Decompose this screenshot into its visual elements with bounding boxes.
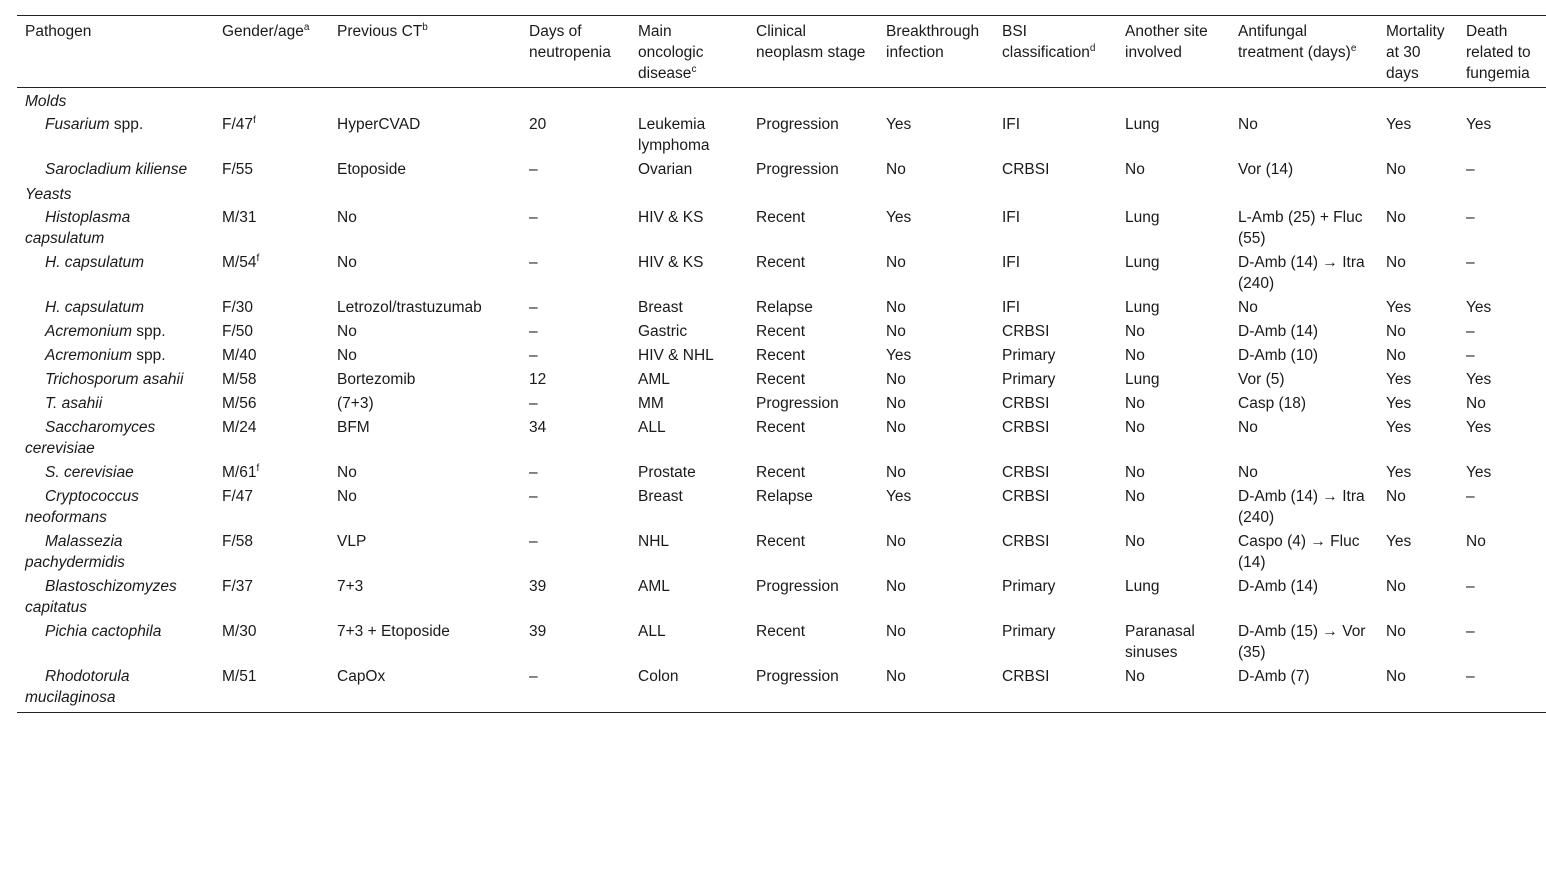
pathogen-cell bbox=[17, 485, 214, 530]
column-header-label: Main oncologic disease bbox=[638, 23, 704, 82]
table-row bbox=[17, 320, 1546, 344]
footnote-marker: a bbox=[303, 22, 310, 33]
table-container bbox=[17, 15, 1546, 713]
column-header bbox=[1378, 16, 1458, 88]
previous-ct-cell: Etoposide bbox=[337, 161, 406, 178]
previous-ct-cell: Bortezomib bbox=[337, 371, 416, 388]
previous-ct-cell: No bbox=[337, 209, 357, 226]
neutropenia-days-cell: – bbox=[529, 299, 538, 316]
gender-age-cell bbox=[214, 158, 329, 182]
breakthrough-cell: No bbox=[886, 371, 906, 388]
bsi-classification-cell: CRBSI bbox=[1002, 395, 1050, 412]
pathogen-cell bbox=[17, 461, 214, 485]
other-site-cell: No bbox=[1125, 464, 1145, 481]
previous-ct-cell: HyperCVAD bbox=[337, 116, 421, 133]
section-row bbox=[17, 88, 1546, 114]
previous-ct-cell: (7+3) bbox=[337, 395, 374, 412]
breakthrough-cell: No bbox=[886, 299, 906, 316]
pathogen-name: Blastoschizomyzes capitatus bbox=[25, 578, 177, 616]
pathogen-cell bbox=[17, 530, 214, 575]
death-related-cell: – bbox=[1466, 161, 1475, 178]
oncologic-disease-cell: Colon bbox=[638, 668, 679, 685]
neoplasm-stage-cell: Recent bbox=[756, 254, 806, 271]
gender-age-cell bbox=[214, 416, 329, 461]
pathogen-name: Trichosporum asahii bbox=[45, 371, 184, 388]
table-row bbox=[17, 461, 1546, 485]
pathogen-name: S. cerevisiae bbox=[45, 464, 134, 481]
neoplasm-stage-cell: Recent bbox=[756, 464, 806, 481]
bsi-classification-cell: CRBSI bbox=[1002, 323, 1050, 340]
gender-age-cell bbox=[214, 251, 329, 296]
section-row bbox=[17, 182, 1546, 206]
pathogen-suffix: spp. bbox=[132, 347, 166, 364]
neutropenia-days-cell: – bbox=[529, 161, 538, 178]
neutropenia-days-cell: 39 bbox=[529, 623, 547, 640]
pathogen-name: T. asahii bbox=[45, 395, 103, 412]
mortality-cell: No bbox=[1386, 488, 1406, 505]
antifungal-treatment-cell: D-Amb (14) bbox=[1238, 578, 1319, 595]
gender-age-cell bbox=[214, 344, 329, 368]
pathogen-name: Saccharomyces cerevisiae bbox=[25, 419, 156, 457]
table-header bbox=[17, 16, 1546, 88]
other-site-cell: Lung bbox=[1125, 254, 1160, 271]
antifungal-treatment-cell: D-Amb (14) → Itra (240) bbox=[1238, 254, 1365, 292]
antifungal-treatment-cell: L-Amb (25) + Fluc (55) bbox=[1238, 209, 1363, 247]
breakthrough-cell: No bbox=[886, 578, 906, 595]
other-site-cell: No bbox=[1125, 488, 1145, 505]
mortality-cell: Yes bbox=[1386, 419, 1412, 436]
column-header bbox=[994, 16, 1117, 88]
bsi-classification-cell: IFI bbox=[1002, 254, 1021, 271]
gender-age-value: M/40 bbox=[222, 347, 257, 364]
neutropenia-days-cell: 20 bbox=[529, 116, 547, 133]
oncologic-disease-cell: AML bbox=[638, 578, 670, 595]
death-related-cell: – bbox=[1466, 488, 1475, 505]
neutropenia-days-cell: – bbox=[529, 464, 538, 481]
oncologic-disease-cell: AML bbox=[638, 371, 670, 388]
gender-age-value: F/30 bbox=[222, 299, 254, 316]
gender-age-cell bbox=[214, 575, 329, 620]
other-site-cell: Lung bbox=[1125, 578, 1160, 595]
mortality-cell: Yes bbox=[1386, 299, 1412, 316]
breakthrough-cell: Yes bbox=[886, 209, 912, 226]
column-header-label: BSI classification bbox=[1002, 23, 1090, 61]
footnote-marker: f bbox=[256, 253, 260, 264]
column-header bbox=[1117, 16, 1230, 88]
mortality-cell: No bbox=[1386, 347, 1406, 364]
bsi-classification-cell: CRBSI bbox=[1002, 533, 1050, 550]
bsi-classification-cell: Primary bbox=[1002, 371, 1056, 388]
footnote-marker: e bbox=[1350, 43, 1357, 54]
oncologic-disease-cell: HIV & KS bbox=[638, 254, 704, 271]
gender-age-value: M/56 bbox=[222, 395, 257, 412]
table-row bbox=[17, 158, 1546, 182]
pathogen-name: Fusarium bbox=[45, 116, 110, 133]
column-header bbox=[17, 16, 214, 88]
gender-age-value: M/30 bbox=[222, 623, 257, 640]
column-header bbox=[214, 16, 329, 88]
other-site-cell: Lung bbox=[1125, 299, 1160, 316]
column-header bbox=[329, 16, 521, 88]
mortality-cell: Yes bbox=[1386, 464, 1412, 481]
gender-age-value: M/54 bbox=[222, 254, 257, 271]
gender-age-cell bbox=[214, 392, 329, 416]
breakthrough-cell: Yes bbox=[886, 488, 912, 505]
neoplasm-stage-cell: Recent bbox=[756, 209, 806, 226]
neutropenia-days-cell: – bbox=[529, 254, 538, 271]
antifungal-treatment-cell: No bbox=[1238, 464, 1258, 481]
death-related-cell: – bbox=[1466, 668, 1475, 685]
breakthrough-cell: No bbox=[886, 464, 906, 481]
pathogen-cell bbox=[17, 368, 214, 392]
column-header bbox=[1230, 16, 1378, 88]
death-related-cell: – bbox=[1466, 347, 1475, 364]
mortality-cell: No bbox=[1386, 623, 1406, 640]
column-header-label: Another site involved bbox=[1125, 23, 1208, 61]
pathogen-name: H. capsulatum bbox=[45, 299, 145, 316]
oncologic-disease-cell: HIV & NHL bbox=[638, 347, 714, 364]
other-site-cell: No bbox=[1125, 161, 1145, 178]
section-label: Yeasts bbox=[25, 186, 72, 203]
neutropenia-days-cell: 39 bbox=[529, 578, 547, 595]
neoplasm-stage-cell: Progression bbox=[756, 578, 839, 595]
pathogen-name: H. capsulatum bbox=[45, 254, 145, 271]
pathogen-cell bbox=[17, 392, 214, 416]
bsi-classification-cell: CRBSI bbox=[1002, 419, 1050, 436]
neoplasm-stage-cell: Progression bbox=[756, 395, 839, 412]
column-header-label: Pathogen bbox=[25, 23, 92, 40]
neutropenia-days-cell: – bbox=[529, 323, 538, 340]
antifungal-treatment-cell: Vor (5) bbox=[1238, 371, 1285, 388]
breakthrough-cell: No bbox=[886, 623, 906, 640]
mortality-cell: Yes bbox=[1386, 116, 1412, 133]
column-header-label: Previous CT bbox=[337, 23, 423, 40]
other-site-cell: Lung bbox=[1125, 116, 1160, 133]
pathogen-name: Malassezia pachydermidis bbox=[25, 533, 125, 571]
gender-age-cell bbox=[214, 620, 329, 665]
bsi-classification-cell: CRBSI bbox=[1002, 668, 1050, 685]
mortality-cell: No bbox=[1386, 254, 1406, 271]
column-header bbox=[748, 16, 878, 88]
neoplasm-stage-cell: Progression bbox=[756, 668, 839, 685]
oncologic-disease-cell: NHL bbox=[638, 533, 670, 550]
pathogen-name: Rhodotorula mucilaginosa bbox=[25, 668, 130, 706]
oncologic-disease-cell: HIV & KS bbox=[638, 209, 704, 226]
death-related-cell: Yes bbox=[1466, 419, 1492, 436]
oncologic-disease-cell: Breast bbox=[638, 299, 683, 316]
breakthrough-cell: No bbox=[886, 161, 906, 178]
death-related-cell: No bbox=[1466, 395, 1486, 412]
fungemia-table bbox=[17, 15, 1546, 713]
pathogen-cell bbox=[17, 158, 214, 182]
death-related-cell: Yes bbox=[1466, 464, 1492, 481]
previous-ct-cell: 7+3 bbox=[337, 578, 364, 595]
pathogen-cell bbox=[17, 113, 214, 158]
footnote-marker: b bbox=[422, 22, 428, 33]
death-related-cell: Yes bbox=[1466, 116, 1492, 133]
neoplasm-stage-cell: Recent bbox=[756, 419, 806, 436]
pathogen-cell bbox=[17, 416, 214, 461]
previous-ct-cell: 7+3 + Etoposide bbox=[337, 623, 450, 640]
gender-age-value: M/31 bbox=[222, 209, 257, 226]
gender-age-cell bbox=[214, 296, 329, 320]
mortality-cell: No bbox=[1386, 668, 1406, 685]
gender-age-cell bbox=[214, 485, 329, 530]
breakthrough-cell: No bbox=[886, 533, 906, 550]
pathogen-cell bbox=[17, 320, 214, 344]
neutropenia-days-cell: – bbox=[529, 209, 538, 226]
antifungal-treatment-cell: No bbox=[1238, 299, 1258, 316]
mortality-cell: No bbox=[1386, 209, 1406, 226]
gender-age-cell bbox=[214, 206, 329, 251]
column-header bbox=[630, 16, 748, 88]
neutropenia-days-cell: 34 bbox=[529, 419, 547, 436]
pathogen-name: Sarocladium kiliense bbox=[45, 161, 188, 178]
table-row bbox=[17, 620, 1546, 665]
previous-ct-cell: CapOx bbox=[337, 668, 386, 685]
pathogen-name: Acremonium bbox=[45, 323, 132, 340]
previous-ct-cell: Letrozol/trastuzumab bbox=[337, 299, 482, 316]
pathogen-name: Histoplasma capsulatum bbox=[25, 209, 131, 247]
bsi-classification-cell: Primary bbox=[1002, 347, 1056, 364]
death-related-cell: – bbox=[1466, 578, 1475, 595]
table-body bbox=[17, 88, 1546, 713]
footnote-marker: c bbox=[691, 64, 697, 75]
neutropenia-days-cell: – bbox=[529, 668, 538, 685]
gender-age-cell bbox=[214, 461, 329, 485]
pathogen-cell bbox=[17, 296, 214, 320]
column-header bbox=[521, 16, 630, 88]
neoplasm-stage-cell: Progression bbox=[756, 161, 839, 178]
neutropenia-days-cell: – bbox=[529, 347, 538, 364]
column-header-label: Gender/age bbox=[222, 23, 304, 40]
previous-ct-cell: No bbox=[337, 323, 357, 340]
other-site-cell: Lung bbox=[1125, 209, 1160, 226]
death-related-cell: Yes bbox=[1466, 371, 1492, 388]
breakthrough-cell: No bbox=[886, 668, 906, 685]
column-header-label: Clinical neoplasm stage bbox=[756, 23, 866, 61]
antifungal-treatment-cell: Vor (14) bbox=[1238, 161, 1294, 178]
previous-ct-cell: No bbox=[337, 488, 357, 505]
previous-ct-cell: BFM bbox=[337, 419, 370, 436]
gender-age-value: F/58 bbox=[222, 533, 254, 550]
neutropenia-days-cell: – bbox=[529, 395, 538, 412]
bsi-classification-cell: IFI bbox=[1002, 299, 1021, 316]
bsi-classification-cell: CRBSI bbox=[1002, 464, 1050, 481]
neoplasm-stage-cell: Progression bbox=[756, 116, 839, 133]
gender-age-value: M/24 bbox=[222, 419, 257, 436]
other-site-cell: Paranasal sinuses bbox=[1125, 623, 1195, 661]
mortality-cell: Yes bbox=[1386, 395, 1412, 412]
neoplasm-stage-cell: Recent bbox=[756, 371, 806, 388]
breakthrough-cell: No bbox=[886, 419, 906, 436]
previous-ct-cell: VLP bbox=[337, 533, 367, 550]
other-site-cell: Lung bbox=[1125, 371, 1160, 388]
breakthrough-cell: Yes bbox=[886, 116, 912, 133]
oncologic-disease-cell: Ovarian bbox=[638, 161, 693, 178]
table-row bbox=[17, 344, 1546, 368]
antifungal-treatment-cell: D-Amb (10) bbox=[1238, 347, 1319, 364]
gender-age-value: M/58 bbox=[222, 371, 257, 388]
gender-age-cell bbox=[214, 368, 329, 392]
death-related-cell: – bbox=[1466, 323, 1475, 340]
other-site-cell: No bbox=[1125, 323, 1145, 340]
gender-age-cell bbox=[214, 320, 329, 344]
bsi-classification-cell: IFI bbox=[1002, 209, 1021, 226]
antifungal-treatment-cell: No bbox=[1238, 116, 1258, 133]
oncologic-disease-cell: ALL bbox=[638, 623, 666, 640]
antifungal-treatment-cell: No bbox=[1238, 419, 1258, 436]
column-header-label: Death related to fungemia bbox=[1466, 23, 1531, 82]
gender-age-value: F/55 bbox=[222, 161, 254, 178]
gender-age-value: F/37 bbox=[222, 578, 254, 595]
neutropenia-days-cell: 12 bbox=[529, 371, 547, 388]
pathogen-suffix: spp. bbox=[109, 116, 144, 133]
gender-age-value: F/47 bbox=[222, 116, 254, 133]
mortality-cell: Yes bbox=[1386, 371, 1412, 388]
oncologic-disease-cell: ALL bbox=[638, 419, 666, 436]
other-site-cell: No bbox=[1125, 395, 1145, 412]
column-header bbox=[878, 16, 994, 88]
mortality-cell: No bbox=[1386, 161, 1406, 178]
oncologic-disease-cell: Breast bbox=[638, 488, 683, 505]
pathogen-name: Pichia cactophila bbox=[45, 623, 162, 640]
footnote-marker: f bbox=[256, 463, 260, 474]
table-row bbox=[17, 665, 1546, 713]
previous-ct-cell: No bbox=[337, 254, 357, 271]
table-row bbox=[17, 485, 1546, 530]
neoplasm-stage-cell: Recent bbox=[756, 347, 806, 364]
breakthrough-cell: No bbox=[886, 395, 906, 412]
neoplasm-stage-cell: Relapse bbox=[756, 299, 813, 316]
neoplasm-stage-cell: Recent bbox=[756, 533, 806, 550]
mortality-cell: No bbox=[1386, 578, 1406, 595]
breakthrough-cell: Yes bbox=[886, 347, 912, 364]
table-row bbox=[17, 251, 1546, 296]
previous-ct-cell: No bbox=[337, 464, 357, 481]
pathogen-suffix: spp. bbox=[132, 323, 166, 340]
other-site-cell: No bbox=[1125, 668, 1145, 685]
section-label: Molds bbox=[25, 93, 67, 110]
table-row bbox=[17, 296, 1546, 320]
footnote-marker: d bbox=[1089, 43, 1096, 54]
neutropenia-days-cell: – bbox=[529, 488, 538, 505]
mortality-cell: Yes bbox=[1386, 533, 1412, 550]
bsi-classification-cell: IFI bbox=[1002, 116, 1021, 133]
other-site-cell: No bbox=[1125, 347, 1145, 364]
gender-age-cell bbox=[214, 113, 329, 158]
antifungal-treatment-cell: Caspo (4) → Fluc (14) bbox=[1238, 533, 1360, 571]
table-row bbox=[17, 416, 1546, 461]
breakthrough-cell: No bbox=[886, 254, 906, 271]
neutropenia-days-cell: – bbox=[529, 533, 538, 550]
oncologic-disease-cell: Leukemia lymphoma bbox=[638, 116, 710, 154]
other-site-cell: No bbox=[1125, 419, 1145, 436]
death-related-cell: Yes bbox=[1466, 299, 1492, 316]
pathogen-name: Acremonium bbox=[45, 347, 132, 364]
previous-ct-cell: No bbox=[337, 347, 357, 364]
column-header-label: Breakthrough infection bbox=[886, 23, 980, 61]
mortality-cell: No bbox=[1386, 323, 1406, 340]
header-row bbox=[17, 16, 1546, 88]
table-row bbox=[17, 392, 1546, 416]
pathogen-cell bbox=[17, 620, 214, 665]
gender-age-cell bbox=[214, 665, 329, 713]
column-header-label: Days of neutropenia bbox=[529, 23, 611, 61]
other-site-cell: No bbox=[1125, 533, 1145, 550]
oncologic-disease-cell: Prostate bbox=[638, 464, 696, 481]
neoplasm-stage-cell: Recent bbox=[756, 323, 806, 340]
column-header-label: Antifungal treatment (days) bbox=[1238, 23, 1351, 61]
death-related-cell: – bbox=[1466, 209, 1475, 226]
bsi-classification-cell: Primary bbox=[1002, 623, 1056, 640]
column-header-label: Mortality at 30 days bbox=[1386, 23, 1445, 82]
pathogen-name: Cryptococcus neoformans bbox=[25, 488, 139, 526]
gender-age-value: F/47 bbox=[222, 488, 254, 505]
death-related-cell: No bbox=[1466, 533, 1486, 550]
pathogen-cell bbox=[17, 575, 214, 620]
gender-age-value: M/51 bbox=[222, 668, 257, 685]
oncologic-disease-cell: Gastric bbox=[638, 323, 688, 340]
neoplasm-stage-cell: Recent bbox=[756, 623, 806, 640]
table-row bbox=[17, 368, 1546, 392]
breakthrough-cell: No bbox=[886, 323, 906, 340]
gender-age-value: M/61 bbox=[222, 464, 257, 481]
pathogen-cell bbox=[17, 665, 214, 713]
neoplasm-stage-cell: Relapse bbox=[756, 488, 813, 505]
antifungal-treatment-cell: Casp (18) bbox=[1238, 395, 1307, 412]
column-header bbox=[1458, 16, 1546, 88]
pathogen-cell bbox=[17, 251, 214, 296]
gender-age-cell bbox=[214, 530, 329, 575]
bsi-classification-cell: Primary bbox=[1002, 578, 1056, 595]
pathogen-cell bbox=[17, 344, 214, 368]
death-related-cell: – bbox=[1466, 254, 1475, 271]
table-row bbox=[17, 113, 1546, 158]
death-related-cell: – bbox=[1466, 623, 1475, 640]
footnote-marker: f bbox=[253, 115, 256, 126]
antifungal-treatment-cell: D-Amb (14) → Itra (240) bbox=[1238, 488, 1365, 526]
antifungal-treatment-cell: D-Amb (15) → Vor (35) bbox=[1238, 623, 1366, 661]
table-row bbox=[17, 575, 1546, 620]
table-row bbox=[17, 206, 1546, 251]
bsi-classification-cell: CRBSI bbox=[1002, 161, 1050, 178]
pathogen-cell bbox=[17, 206, 214, 251]
oncologic-disease-cell: MM bbox=[638, 395, 664, 412]
table-row bbox=[17, 530, 1546, 575]
bsi-classification-cell: CRBSI bbox=[1002, 488, 1050, 505]
gender-age-value: F/50 bbox=[222, 323, 254, 340]
antifungal-treatment-cell: D-Amb (7) bbox=[1238, 668, 1310, 685]
antifungal-treatment-cell: D-Amb (14) bbox=[1238, 323, 1319, 340]
